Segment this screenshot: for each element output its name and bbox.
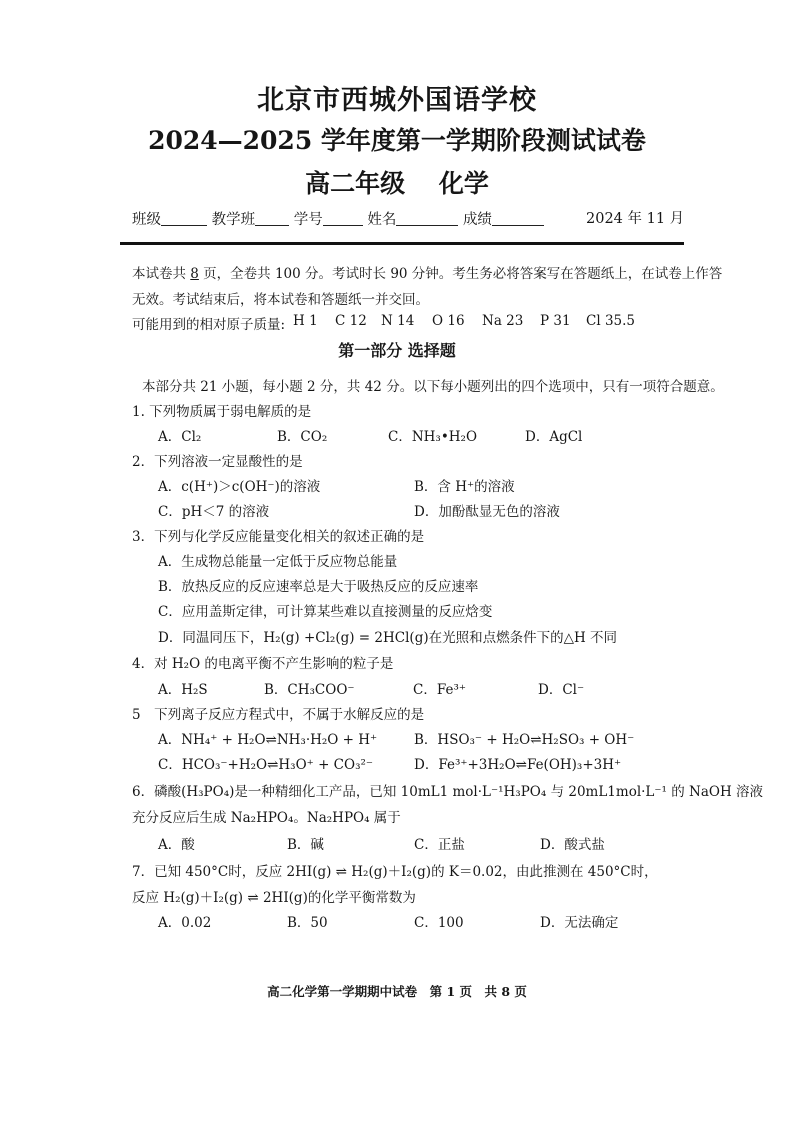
question-5-option-a: A．NH₄⁺ + H₂O⇌NH₃·H₂O + H⁺: [158, 732, 378, 748]
question-5-option-d: D．Fe³⁺+3H₂O⇌Fe(OH)₃+3H⁺: [414, 757, 622, 773]
exam-date: 2024 年 11 月: [586, 211, 685, 227]
question-7-option-a: A．0.02: [158, 915, 212, 931]
student-info-line: [132, 208, 544, 229]
question-3-option-d: D．同温同压下，H₂(g) +Cl₂(g) = 2HCl(g)在光照和点燃条件下的△H 不同: [158, 630, 618, 646]
atomic-mass-cl: Cl 35.5: [586, 313, 635, 329]
question-7-stem-continued: 反应 H₂(g)＋I₂(g) ⇌ 2HI(g)的化学平衡常数为: [132, 890, 416, 906]
question-6-option-c: C．正盐: [414, 837, 465, 853]
question-4-option-d: D．Cl⁻: [538, 682, 585, 698]
question-1-option-a: A．Cl₂: [158, 429, 202, 445]
teaching-class-label: 教学班: [211, 212, 256, 228]
question-1-stem: 1. 下列物质属于弱电解质的是: [132, 404, 312, 420]
question-4-stem: 4．对 H₂O 的电离平衡不产生影响的粒子是: [132, 656, 394, 672]
atomic-mass-o: O 16: [432, 313, 465, 329]
section-title: 第一部分 选择题: [338, 341, 456, 360]
question-4-option-a: A．H₂S: [158, 682, 208, 698]
question-7-option-d: D．无法确定: [540, 915, 619, 931]
instructions-line-2: 无效。考试结束后，将本试卷和答题纸一并交回。: [132, 292, 429, 308]
atomic-mass-n: N 14: [381, 313, 415, 329]
question-5-stem: 5 下列离子反应方程式中，不属于水解反应的是: [132, 707, 425, 723]
question-2-option-b: B．含 H⁺的溶液: [414, 479, 515, 495]
question-2-option-d: D．加酚酞显无色的溶液: [414, 504, 560, 520]
question-4-option-c: C．Fe³⁺: [413, 682, 466, 698]
question-3-option-c: C．应用盖斯定律，可计算某些难以直接测量的反应焓变: [158, 604, 493, 620]
atomic-mass-c: C 12: [335, 313, 367, 329]
question-7-option-b: B．50: [287, 915, 328, 931]
atomic-masses-label: 可能用到的相对原子质量:: [132, 317, 286, 333]
exam-title: 2024—2025 学年度第一学期阶段测试试卷: [148, 126, 646, 155]
name-label: 姓名: [367, 212, 397, 228]
question-1-option-c: C．NH₃•H₂O: [388, 429, 478, 445]
question-7-stem: 7．已知 450°C时，反应 2HI(g) ⇌ H₂(g)＋I₂(g)的 K＝0.02，由此推测在 450°C时，: [132, 864, 658, 880]
question-6-stem-continued: 充分反应后生成 Na₂HPO₄。Na₂HPO₄ 属于: [132, 810, 401, 826]
grade-subject: 高二年级 化学: [305, 169, 489, 198]
atomic-mass-p: P 31: [540, 313, 571, 329]
class-blank[interactable]: [161, 211, 207, 226]
student-id-blank[interactable]: [323, 211, 363, 226]
question-6-option-b: B．碱: [287, 837, 324, 853]
student-id-label: 学号: [293, 212, 323, 228]
question-4-option-b: B．CH₃COO⁻: [264, 682, 355, 698]
question-2-option-c: C．pH＜7 的溶液: [158, 504, 270, 520]
question-6-stem: 6．磷酸(H₃PO₄)是一种精细化工产品，已知 10mL1 mol·L⁻¹H₃PO₄ 与 20mL1mol·L⁻¹ 的 NaOH 溶液: [132, 784, 764, 800]
teaching-class-blank[interactable]: [255, 211, 289, 226]
header-divider: [120, 242, 684, 245]
question-3-stem: 3．下列与化学反应能量变化相关的叙述正确的是: [132, 529, 425, 545]
score-blank[interactable]: [492, 211, 544, 226]
question-1-option-b: B．CO₂: [277, 429, 328, 445]
name-blank[interactable]: [396, 211, 458, 226]
page-footer: 高二化学第一学期期中试卷 第 1 页 共 8 页: [267, 984, 527, 999]
school-name: 北京市西城外国语学校: [257, 85, 537, 116]
question-6-option-d: D．酸式盐: [540, 837, 605, 853]
instructions-line-1: 本试卷共 8 页，全卷共 100 分。考试时长 90 分钟。考生务必将答案写在答题纸上，在试卷上作答: [132, 266, 723, 282]
question-3-option-a: A．生成物总能量一定低于反应物总能量: [158, 554, 398, 570]
question-1-option-d: D．AgCl: [525, 429, 583, 445]
atomic-mass-h: H 1: [293, 313, 318, 329]
question-2-stem: 2．下列溶液一定显酸性的是: [132, 454, 303, 470]
question-7-option-c: C．100: [414, 915, 464, 931]
atomic-mass-na: Na 23: [482, 313, 524, 329]
class-label: 班级: [132, 212, 161, 228]
question-6-option-a: A．酸: [158, 837, 195, 853]
section-intro: 本部分共 21 小题，每小题 2 分，共 42 分。以下每小题列出的四个选项中，只有一项符合题意。: [142, 379, 724, 395]
question-2-option-a: A．c(H⁺)＞c(OH⁻)的溶液: [158, 479, 321, 495]
question-5-option-c: C．HCO₃⁻+H₂O⇌H₃O⁺ + CO₃²⁻: [158, 757, 374, 773]
question-5-option-b: B．HSO₃⁻ + H₂O⇌H₂SO₃ + OH⁻: [414, 732, 635, 748]
question-3-option-b: B．放热反应的反应速率总是大于吸热反应的反应速率: [158, 579, 479, 595]
score-label: 成绩: [462, 212, 492, 228]
